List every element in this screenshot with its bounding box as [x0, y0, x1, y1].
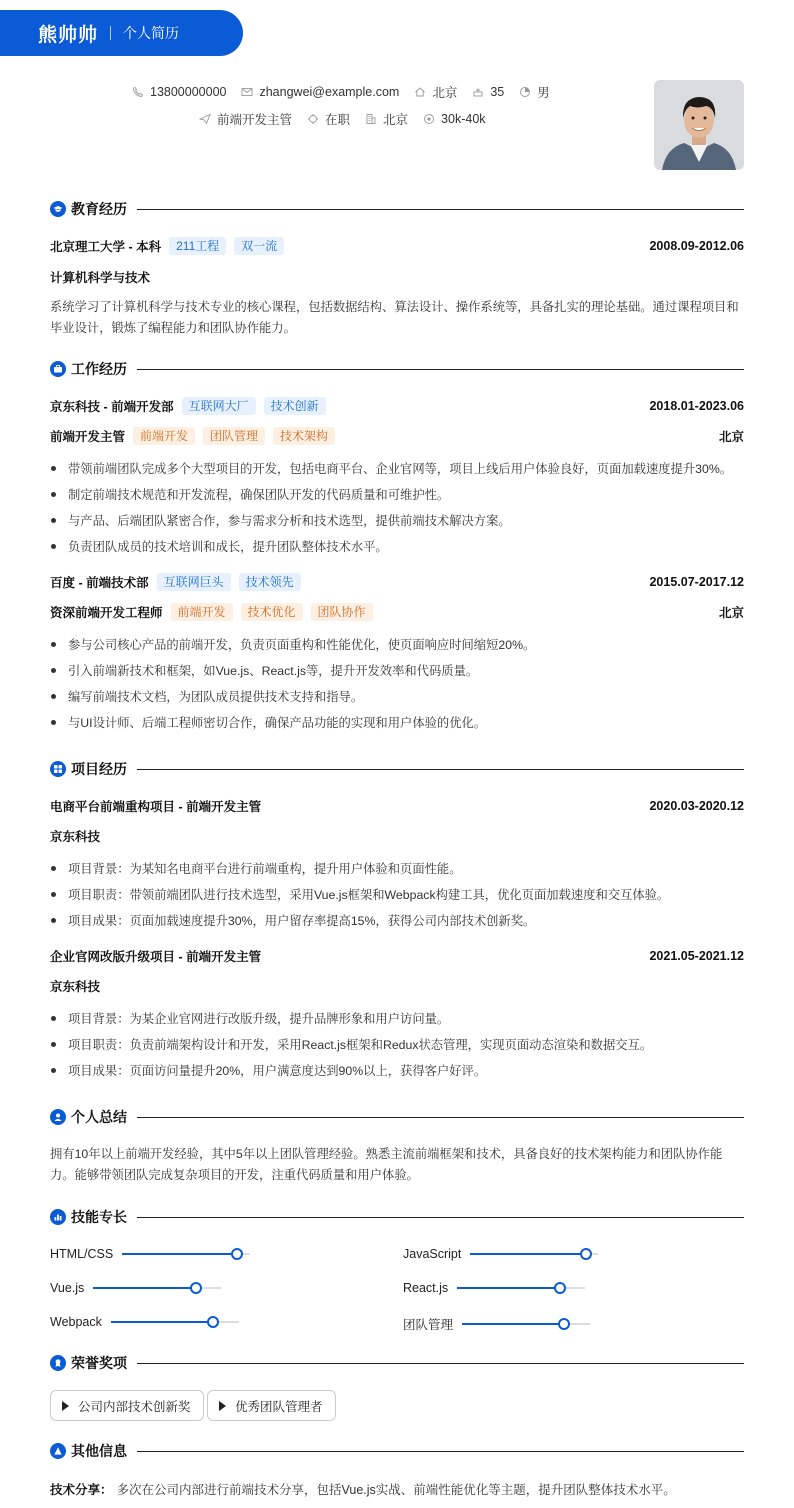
bullet-text: 项目职责：负责前端架构设计和开发，采用React.js框架和Redux状态管理，实现页面动态渲染和数据交互。	[68, 1038, 653, 1052]
list-item	[50, 459, 744, 477]
job-company-row	[50, 397, 744, 415]
education-row	[50, 237, 744, 255]
contact-location	[413, 83, 457, 101]
section-honors-header	[50, 1354, 744, 1372]
honor-chip	[207, 1390, 336, 1421]
contact-status	[306, 110, 350, 128]
contact-phone	[131, 85, 226, 99]
job-date: 2018.01-2023.06	[649, 399, 744, 413]
grid-icon	[50, 761, 66, 777]
list-item	[50, 859, 744, 877]
bullet-dot	[51, 544, 56, 549]
list-item	[50, 635, 744, 653]
job-title-row	[50, 427, 744, 445]
section-title: 教育经历	[71, 201, 127, 217]
summary-text: 拥有10年以上前端开发经验，其中5年以上团队管理经验。熟悉主流前端框架和技术，具备良好的技术架构能力和团队协作能力。能够带领团队完成复杂项目的开发，注重代码质量和用户体验。	[50, 1147, 723, 1182]
contact-gender	[518, 83, 550, 101]
company-tag: 互联网巨头	[157, 573, 231, 591]
bullet-dot	[51, 1068, 56, 1073]
project-company: 京东科技	[50, 980, 101, 994]
gender-icon	[518, 85, 532, 99]
bullet-text: 与UI设计师、后端工程师密切合作，确保产品功能的实现和用户体验的优化。	[68, 716, 487, 730]
bullet-dot	[51, 642, 56, 647]
list-item	[50, 885, 744, 903]
cake-icon	[471, 85, 485, 99]
bar-chart-icon	[50, 1209, 66, 1225]
section-divider	[137, 369, 744, 370]
list-item	[50, 537, 744, 555]
candidate-name: 熊帅帅	[38, 24, 99, 46]
bullet-text: 负责团队成员的技术培训和成长，提升团队整体技术水平。	[68, 540, 388, 554]
bullet-dot	[51, 720, 56, 725]
section-title: 个人总结	[71, 1109, 127, 1125]
banner-divider	[110, 26, 111, 40]
section-divider	[137, 1451, 744, 1452]
building-icon	[364, 112, 378, 126]
project-date: 2021.05-2021.12	[649, 949, 744, 963]
bullet-text: 引入前端新技术和框架，如Vue.js、React.js等，提升开发效率和代码质量。	[68, 664, 479, 678]
avatar-portrait-icon	[654, 80, 744, 170]
info-icon	[50, 1443, 66, 1459]
section-divider	[137, 209, 744, 210]
education-date: 2008.09-2012.06	[649, 239, 744, 253]
skill-item	[50, 1315, 239, 1329]
bullet-dot	[51, 892, 56, 897]
contact-row-1	[131, 83, 564, 101]
skill-slider	[470, 1253, 598, 1255]
name-banner	[0, 10, 243, 56]
award-icon	[50, 1355, 66, 1371]
send-icon	[198, 112, 212, 126]
company-name: 百度 - 前端技术部	[50, 576, 149, 590]
skill-name: Vue.js	[50, 1281, 85, 1295]
skill-fill	[122, 1253, 237, 1255]
bullet-text: 项目职责：带领前端团队进行技术选型，采用Vue.js框架和Webpack构建工具，优化页面加载速度和交互体验。	[68, 888, 670, 902]
skill-item	[50, 1281, 221, 1295]
play-triangle-icon	[219, 1401, 226, 1411]
status-icon	[306, 112, 320, 126]
bullet-dot	[51, 492, 56, 497]
section-education-header	[50, 200, 744, 218]
profile-photo	[654, 80, 744, 170]
bullet-text: 参与公司核心产品的前端开发，负责页面重构和性能优化，使页面响应时间缩短20%。	[68, 638, 536, 652]
job-date: 2015.07-2017.12	[649, 575, 744, 589]
section-divider	[137, 1217, 744, 1218]
contact-age	[471, 85, 504, 99]
section-title: 工作经历	[71, 361, 127, 377]
phone-text: 13800000000	[150, 85, 227, 99]
honor-chip	[50, 1390, 204, 1421]
skill-fill	[470, 1253, 585, 1255]
bullet-text: 带领前端团队完成多个大型项目的开发，包括电商平台、企业官网等，项目上线后用户体验良好，页面加载速度提升30%。	[68, 462, 733, 476]
skill-knob	[558, 1318, 570, 1330]
location-text: 北京	[432, 86, 458, 100]
education-description: 系统学习了计算机科学与技术专业的核心课程，包括数据结构、算法设计、操作系统等，具备扎实的理论基础。通过课程项目和毕业设计，锻炼了编程能力和团队协作能力。	[50, 300, 739, 335]
skill-slider	[462, 1323, 590, 1325]
resume-subtitle: 个人简历	[123, 25, 180, 41]
section-title: 其他信息	[71, 1443, 127, 1459]
skill-knob	[207, 1316, 219, 1328]
skill-name: React.js	[403, 1281, 449, 1295]
section-divider	[137, 1117, 744, 1118]
company-tag: 技术创新	[264, 397, 326, 415]
skill-item	[403, 1281, 585, 1295]
salary-text: 30k-40k	[441, 112, 486, 126]
graduation-cap-icon	[50, 201, 66, 217]
bullet-text: 项目背景：为某企业官网进行改版升级，提升品牌形象和用户访问量。	[68, 1012, 450, 1026]
skill-name: HTML/CSS	[50, 1247, 114, 1261]
job-location: 北京	[718, 430, 744, 444]
phone-icon	[131, 85, 145, 99]
list-item	[50, 485, 744, 503]
school-name: 北京理工大学 - 本科	[50, 240, 162, 254]
section-summary-header	[50, 1108, 744, 1126]
skill-slider	[111, 1321, 239, 1323]
honor-label: 公司内部技术创新奖	[78, 1399, 191, 1414]
project-name: 电商平台前端重构项目 - 前端开发主管	[50, 800, 262, 814]
city-text: 北京	[383, 113, 409, 127]
job-company-row	[50, 573, 744, 591]
skill-knob	[190, 1282, 202, 1294]
list-item	[50, 1035, 744, 1053]
email-text: zhangwei@example.com	[259, 85, 400, 99]
list-item	[50, 1061, 744, 1079]
skill-item	[50, 1247, 250, 1261]
skill-item	[403, 1315, 590, 1333]
major-name: 计算机科学与技术	[50, 271, 151, 285]
list-item	[50, 511, 744, 529]
school-tag: 211工程	[169, 237, 226, 255]
job-title: 前端开发主管	[50, 430, 126, 444]
other-text: 多次在公司内部进行前端技术分享，包括Vue.js实战、前端性能优化等主题，提升团队整体技术水平。	[116, 1483, 676, 1497]
contact-email	[240, 85, 399, 99]
company-name: 京东科技 - 前端开发部	[50, 400, 174, 414]
user-icon	[50, 1109, 66, 1125]
list-item	[50, 687, 744, 705]
section-title: 技能专长	[71, 1209, 127, 1225]
bullet-dot	[51, 694, 56, 699]
role-tag: 技术优化	[241, 603, 303, 621]
bullet-dot	[51, 466, 56, 471]
skill-knob	[554, 1282, 566, 1294]
skill-slider	[457, 1287, 585, 1289]
other-info-row	[50, 1480, 744, 1498]
role-tag: 团队协作	[311, 603, 373, 621]
section-divider	[137, 769, 744, 770]
bullet-text: 制定前端技术规范和开发流程，确保团队开发的代码质量和可维护性。	[68, 488, 450, 502]
skill-name: 团队管理	[403, 1318, 454, 1332]
list-item	[50, 1009, 744, 1027]
other-label: 技术分享：	[50, 1483, 113, 1497]
project-name: 企业官网改版升级项目 - 前端开发主管	[50, 950, 262, 964]
bullet-dot	[51, 866, 56, 871]
contact-city	[364, 110, 408, 128]
skill-fill	[462, 1323, 564, 1325]
list-item	[50, 713, 744, 731]
bullet-text: 编写前端技术文档，为团队成员提供技术支持和指导。	[68, 690, 364, 704]
position-text: 前端开发主管	[217, 113, 293, 127]
role-tag: 团队管理	[203, 427, 265, 445]
bullet-text: 项目成果：页面加载速度提升30%，用户留存率提高15%，获得公司内部技术创新奖。	[68, 914, 536, 928]
status-text: 在职	[325, 113, 351, 127]
role-tag: 技术架构	[273, 427, 335, 445]
section-title: 荣誉奖项	[71, 1355, 127, 1371]
company-tag: 技术领先	[239, 573, 301, 591]
section-title: 项目经历	[71, 761, 127, 777]
section-work-header	[50, 360, 744, 378]
skill-knob	[580, 1248, 592, 1260]
bullet-text: 项目成果：页面访问量提升20%，用户满意度达到90%以上，获得客户好评。	[68, 1064, 487, 1078]
skill-slider	[93, 1287, 221, 1289]
bullet-dot	[51, 518, 56, 523]
skill-slider	[122, 1253, 250, 1255]
list-item	[50, 911, 744, 929]
skill-item	[403, 1247, 598, 1261]
bullet-dot	[51, 1016, 56, 1021]
school-tag: 双一流	[234, 237, 284, 255]
skill-fill	[111, 1321, 213, 1323]
job-title-row	[50, 603, 744, 621]
bullet-text: 与产品、后端团队紧密合作，参与需求分析和技术选型，提供前端技术解决方案。	[68, 514, 511, 528]
project-company: 京东科技	[50, 830, 101, 844]
briefcase-icon	[50, 361, 66, 377]
section-other-header	[50, 1442, 744, 1460]
skill-fill	[457, 1287, 559, 1289]
play-triangle-icon	[62, 1401, 69, 1411]
project-date: 2020.03-2020.12	[649, 799, 744, 813]
role-tag: 前端开发	[171, 603, 233, 621]
section-skills-header	[50, 1208, 744, 1226]
bullet-dot	[51, 1042, 56, 1047]
home-icon	[413, 85, 427, 99]
money-icon	[422, 112, 436, 126]
bullet-dot	[51, 668, 56, 673]
skill-name: Webpack	[50, 1315, 102, 1329]
job-title: 资深前端开发工程师	[50, 606, 163, 620]
skill-name: JavaScript	[403, 1247, 462, 1261]
bullet-dot	[51, 918, 56, 923]
age-text: 35	[490, 85, 505, 99]
honor-label: 优秀团队管理者	[235, 1399, 323, 1414]
project-row	[50, 947, 744, 965]
skill-knob	[231, 1248, 243, 1260]
job-location: 北京	[718, 606, 744, 620]
company-tag: 互联网大厂	[182, 397, 256, 415]
bullet-text: 项目背景：为某知名电商平台进行前端重构，提升用户体验和页面性能。	[68, 862, 462, 876]
skill-fill	[93, 1287, 195, 1289]
contact-position	[198, 110, 292, 128]
mail-icon	[240, 85, 254, 99]
section-divider	[137, 1363, 744, 1364]
contact-row-2	[198, 110, 500, 128]
section-projects-header	[50, 760, 744, 778]
gender-text: 男	[537, 86, 550, 100]
role-tag: 前端开发	[133, 427, 195, 445]
contact-salary	[422, 112, 485, 126]
list-item	[50, 661, 744, 679]
project-row	[50, 797, 744, 815]
